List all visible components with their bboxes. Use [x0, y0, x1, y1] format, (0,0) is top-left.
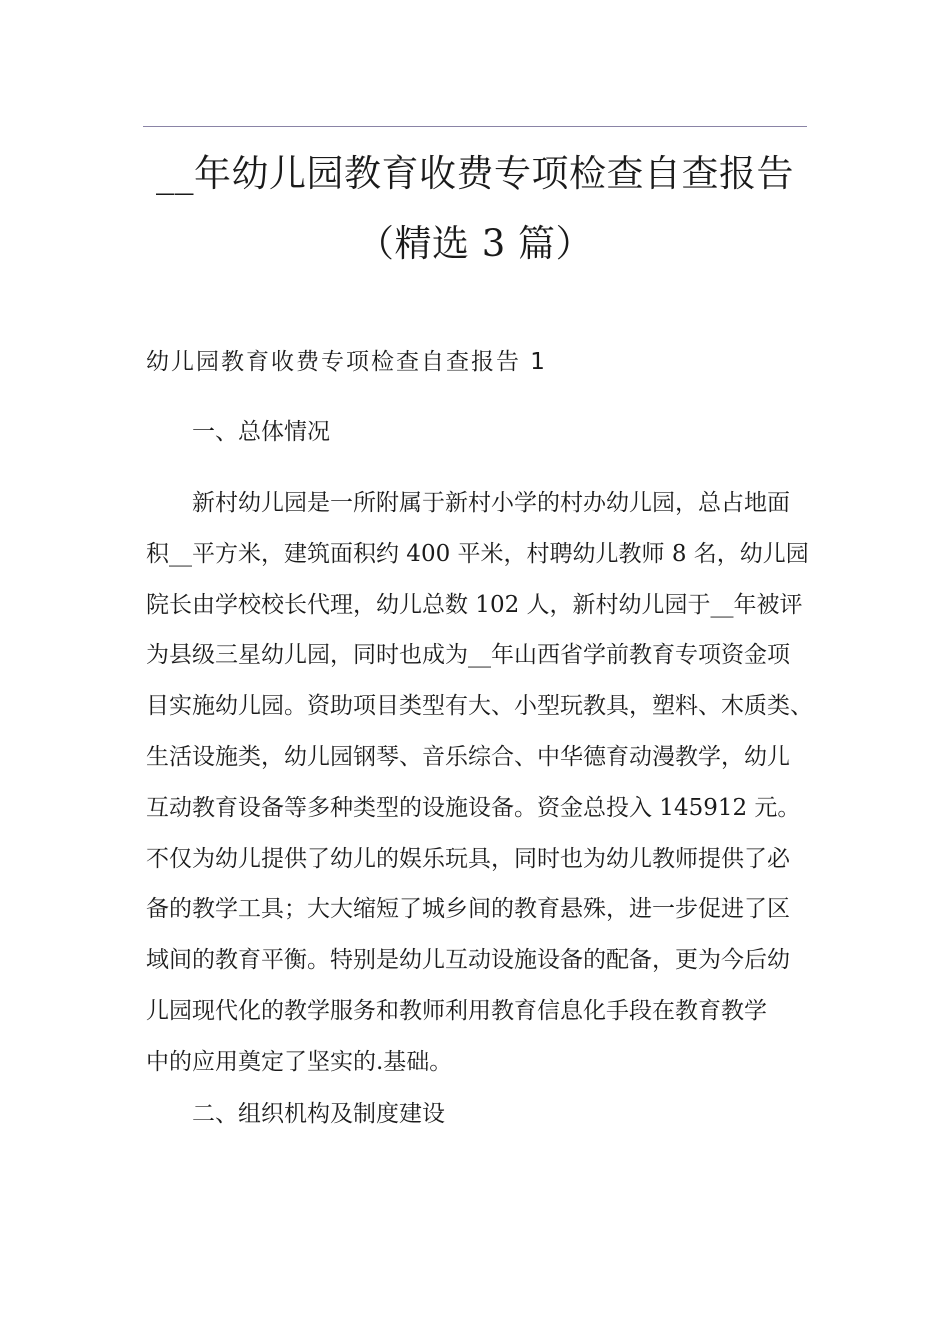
- paragraph-line: 儿园现代化的教学服务和教师利用教育信息化手段在教育教学: [146, 997, 767, 1024]
- paragraph-line: 目实施幼儿园。资助项目类型有大、小型玩教具，塑料、木质类、: [146, 693, 813, 720]
- heading-organization: 二、组织机构及制度建设: [192, 1101, 445, 1127]
- paragraph-line: 不仅为幼儿提供了幼儿的娱乐玩具，同时也为幼儿教师提供了必: [146, 845, 790, 872]
- document-subtitle: （精选 3 篇）: [356, 222, 594, 265]
- section-title: 幼儿园教育收费专项检查自查报告 1: [146, 349, 547, 375]
- paragraph-line: 院长由学校校长代理，幼儿总数 102 人，新村幼儿园于__年被评: [146, 591, 803, 618]
- header-rule: [143, 126, 807, 127]
- paragraph-line: 为县级三星幼儿园，同时也成为__年山西省学前教育专项资金项: [146, 642, 790, 669]
- paragraph-line: 域间的教育平衡。特别是幼儿互动设施设备的配备，更为今后幼: [146, 947, 790, 974]
- paragraph-line: 积__平方米，建筑面积约 400 平米，村聘幼儿教师 8 名，幼儿园: [146, 540, 809, 567]
- paragraph-line: 生活设施类，幼儿园钢琴、音乐综合、中华德育动漫教学，幼儿: [146, 743, 790, 770]
- heading-overall-situation: 一、总体情况: [192, 419, 330, 445]
- paragraph-line: 备的教学工具；大大缩短了城乡间的教育悬殊，进一步促进了区: [146, 896, 790, 923]
- paragraph-line: 互动教育设备等多种类型的设施设备。资金总投入 145912 元。: [146, 794, 801, 821]
- body-paragraph: [146, 478, 813, 1088]
- document-title: __年幼儿园教育收费专项检查自查报告: [156, 152, 794, 195]
- paragraph-line: 新村幼儿园是一所附属于新村小学的村办幼儿园，总占地面: [192, 490, 790, 516]
- paragraph-line: 中的应用奠定了坚实的.基础。: [146, 1048, 453, 1075]
